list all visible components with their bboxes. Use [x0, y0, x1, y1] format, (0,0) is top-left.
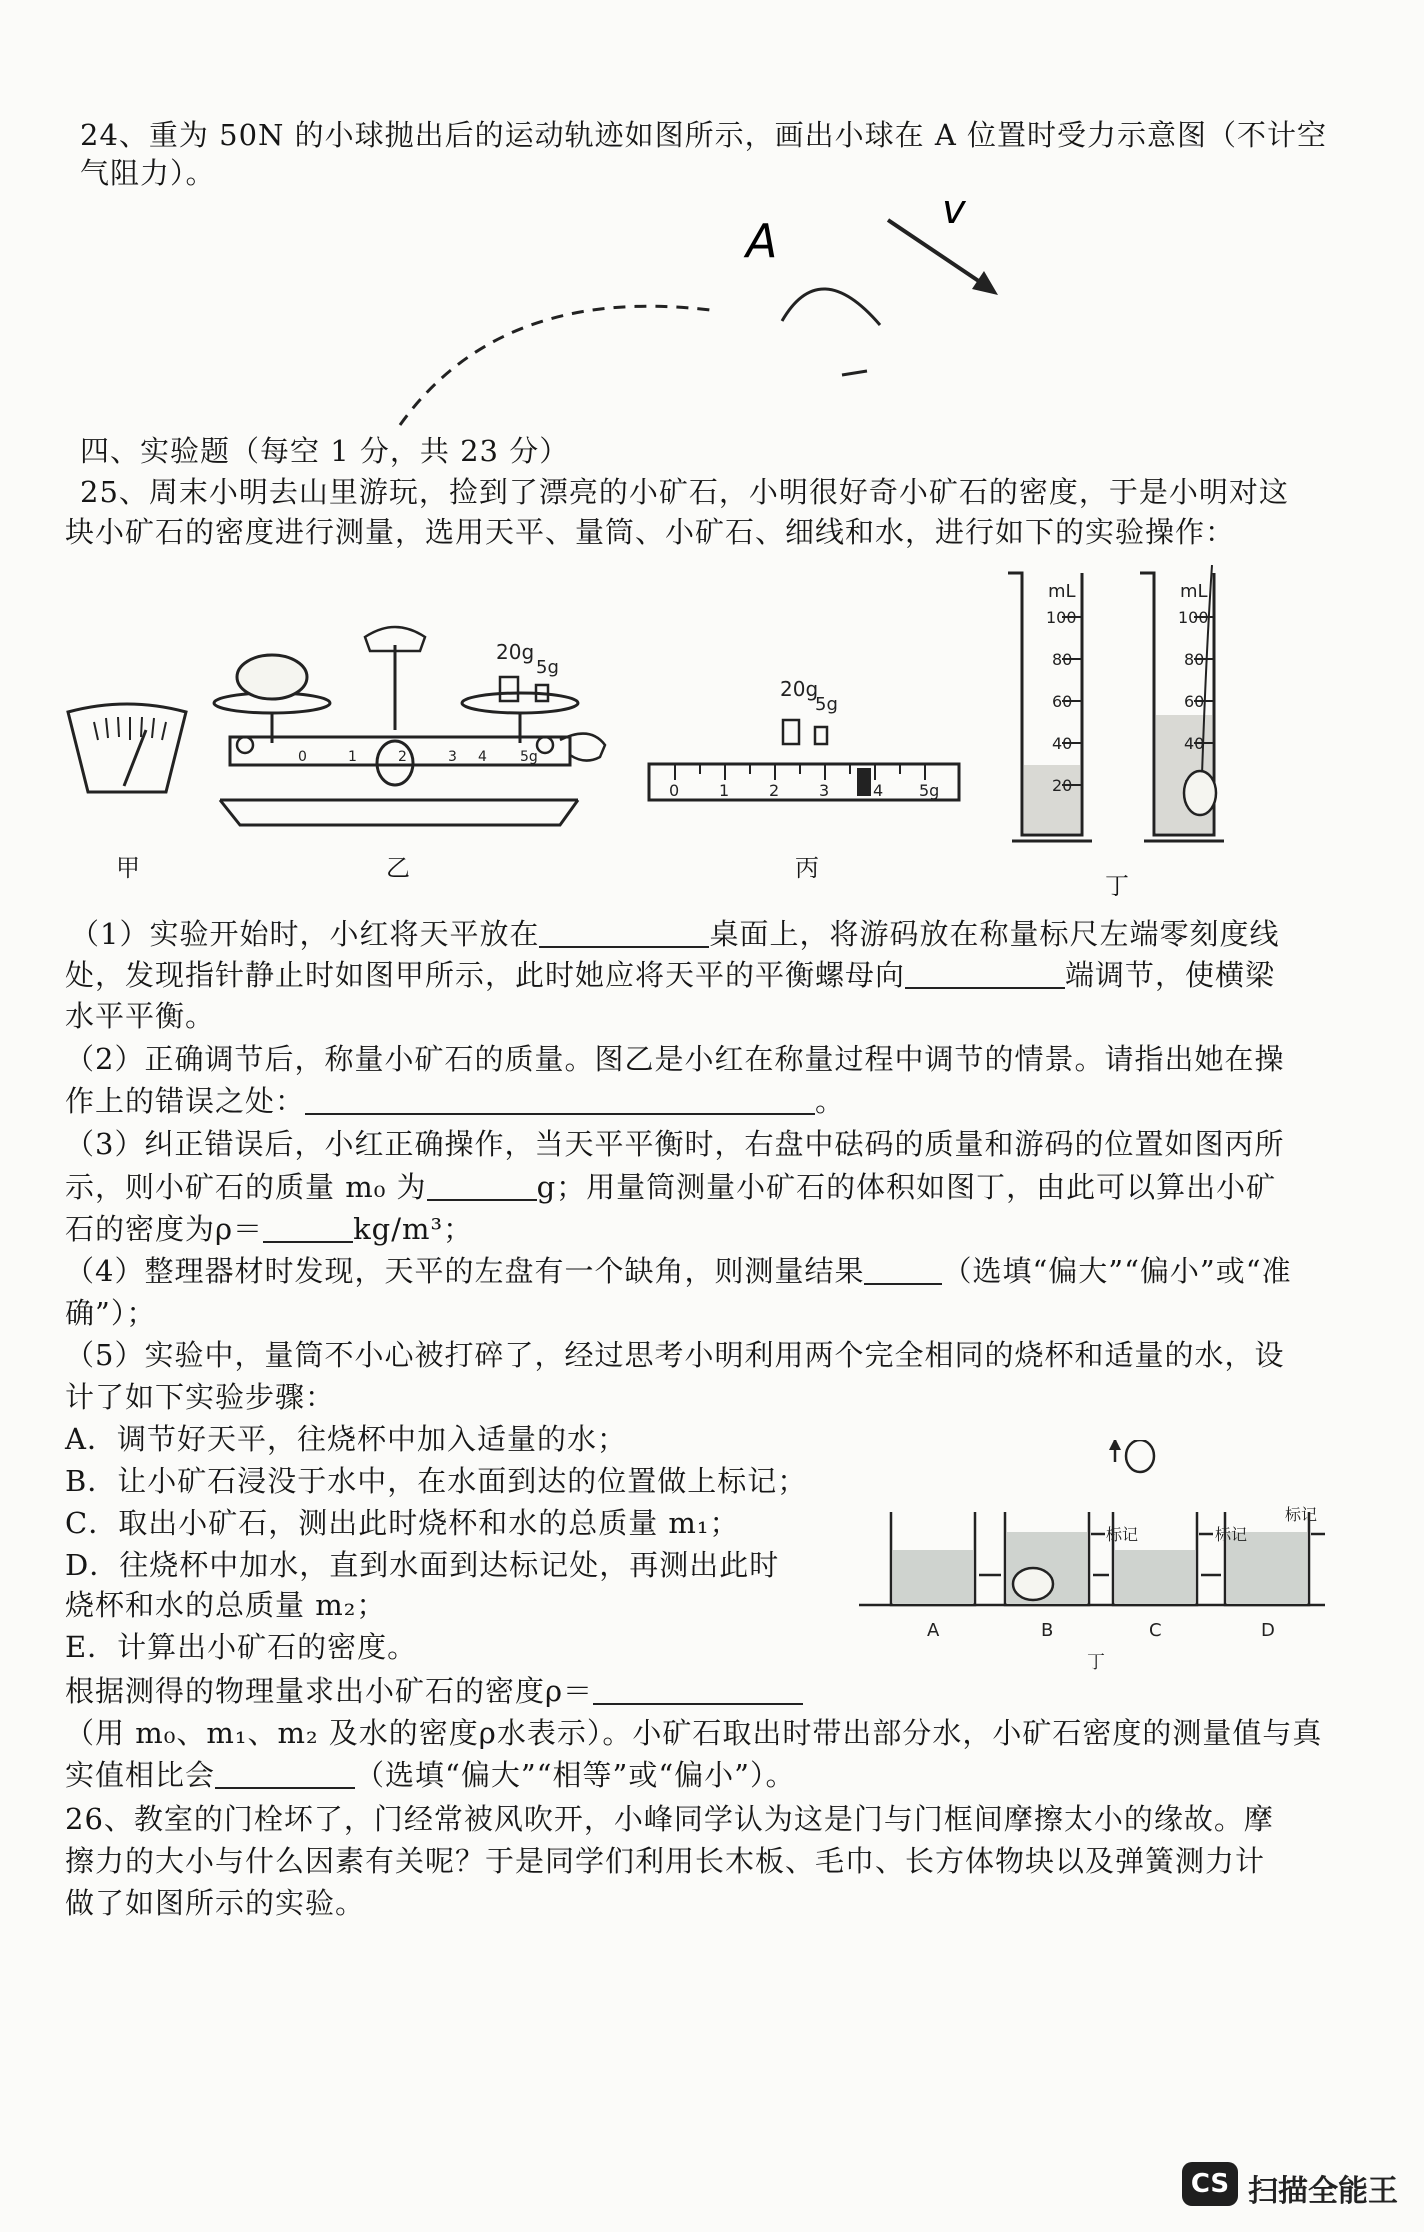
blank-error-description[interactable] — [305, 1085, 815, 1115]
q24-line1: 24、重为 50N 的小球抛出后的运动轨迹如图所示，画出小球在 A 位置时受力示意图（不计空 — [80, 118, 1327, 152]
q26-line2: 擦力的大小与什么因素有关呢？于是同学们利用长木板、毛巾、长方体物块以及弹簧测力计 — [65, 1844, 1266, 1878]
q25-intro1: 25、周末小明去山里游玩，捡到了漂亮的小矿石，小明很好奇小矿石的密度，于是小明对这 — [80, 475, 1289, 509]
weight-label-20g-bing: 20g — [780, 677, 819, 701]
beaker-label-a: A — [927, 1620, 940, 1641]
blank-comparison[interactable] — [215, 1759, 355, 1789]
beaker-label-d: D — [1261, 1620, 1275, 1641]
trajectory-figure — [380, 185, 1020, 435]
blank-mass-m0[interactable] — [427, 1171, 537, 1201]
q25-p3-line1: （3）纠正错误后，小红正确操作，当天平平衡时，右盘中砝码的质量和游码的位置如图丙所 — [65, 1127, 1285, 1161]
svg-text:3: 3 — [819, 781, 830, 800]
beaker-c-water — [1115, 1550, 1195, 1604]
balance-figure — [200, 615, 620, 830]
weight-label-20g: 20g — [496, 640, 535, 664]
q25-p5-line1: （5）实验中，量筒不小心被打碎了，经过思考小明利用两个完全相同的烧杯和适量的水，设 — [65, 1338, 1285, 1372]
cyl-tick-60: 60 — [1052, 692, 1073, 711]
cyl-unit-right: mL — [1180, 581, 1208, 602]
svg-text:5g: 5g — [520, 749, 538, 765]
q25-p4-line2: 确”）； — [65, 1296, 157, 1330]
q25-p4-line1: （4）整理器材时发现，天平的左盘有一个缺角，则测量结果 （选填“偏大”“偏小”或“准 — [65, 1254, 1292, 1288]
cyl2-tick-100: 100 — [1178, 608, 1209, 627]
svg-text:4: 4 — [873, 781, 884, 800]
cyl2-tick-40: 40 — [1184, 734, 1205, 753]
svg-text:0: 0 — [298, 749, 307, 765]
cyl-tick-40: 40 — [1052, 734, 1073, 753]
q25-result-line1: 根据测得的物理量求出小矿石的密度ρ＝ — [65, 1672, 803, 1710]
svg-text:2: 2 — [398, 749, 407, 765]
weight-label-5g: 5g — [536, 657, 559, 678]
section-title: 四、实验题（每空 1 分，共 23 分） — [80, 434, 570, 468]
camscanner-logo: CS — [1182, 2162, 1238, 2206]
ore-lifted — [1126, 1440, 1154, 1472]
label-v: v — [942, 187, 966, 233]
q25-p3-line2: 示，则小矿石的质量 m₀ 为 g；用量筒测量小矿石的体积如图丁，由此可以算出小矿 — [65, 1170, 1277, 1204]
mark-label-b: 标记 — [1106, 1525, 1139, 1544]
blank-density-expression[interactable] — [593, 1675, 803, 1705]
trajectory-arc — [782, 289, 880, 325]
beaker-label-b: B — [1041, 1620, 1054, 1641]
ore-on-pan — [237, 655, 307, 699]
pointer-scale-figure — [62, 700, 192, 800]
hand-adjusting — [560, 734, 605, 761]
weight-5g — [815, 727, 827, 744]
q26-line1: 26、教室的门栓坏了，门经常被风吹开，小峰同学认为这是门与门框间摩擦太小的缘故。摩 — [65, 1802, 1274, 1836]
trajectory-dashed — [400, 306, 710, 425]
q24-line2: 气阻力）。 — [80, 156, 216, 190]
pointer-needle — [124, 730, 146, 786]
weights-and-rider-figure — [645, 672, 965, 812]
mark-label-d: 标记 — [1285, 1505, 1318, 1524]
mark-label-c: 标记 — [1215, 1525, 1248, 1544]
beaker-fig-label: 丁 — [1087, 1652, 1105, 1670]
cyl-tick-100: 100 — [1046, 608, 1077, 627]
q25-p5-line2: 计了如下实验步骤： — [65, 1380, 336, 1414]
q25-p1-line2: 处，发现指针静止时如图甲所示，此时她应将天平的平衡螺母向 端调节，使横梁 — [65, 958, 1276, 992]
blank-result-bias[interactable] — [864, 1255, 942, 1285]
beaker-a-water — [893, 1550, 973, 1604]
cyl-unit-left: mL — [1048, 581, 1076, 602]
step-b: B．让小矿石浸没于水中，在水面到达的位置做上标记； — [65, 1464, 808, 1498]
blank-table-surface[interactable] — [539, 918, 709, 948]
camscanner-name: 扫描全能王 — [1248, 2174, 1398, 2209]
rider-marker — [857, 768, 871, 796]
cyl-tick-80: 80 — [1052, 650, 1073, 669]
step-c: C．取出小矿石，测出此时烧杯和水的总质量 m₁； — [65, 1506, 740, 1540]
svg-text:2: 2 — [769, 781, 780, 800]
svg-text:0: 0 — [669, 781, 680, 800]
svg-text:4: 4 — [478, 749, 487, 765]
q25-p1-line1: （1）实验开始时，小红将天平放在 桌面上，将游码放在称量标尺左端零刻度线 — [70, 917, 1280, 951]
q25-p3-line3: 石的密度为ρ＝ kg/m³； — [65, 1212, 474, 1246]
label-A: A — [746, 214, 778, 268]
q25-result-line2: （用 m₀、m₁、m₂ 及水的密度ρ水表示）。小矿石取出时带出部分水，小矿石密度的测量值与真 — [65, 1716, 1323, 1750]
cyl2-tick-80: 80 — [1184, 650, 1205, 669]
svg-text:1: 1 — [719, 781, 730, 800]
cyl2-tick-60: 60 — [1184, 692, 1205, 711]
q26-line3: 做了如图所示的实验。 — [65, 1886, 366, 1920]
svg-text:3: 3 — [448, 749, 457, 765]
fig-yi: 乙 — [386, 854, 410, 882]
q25-intro2: 块小矿石的密度进行测量，选用天平、量筒、小矿石、细线和水，进行如下的实验操作： — [65, 515, 1236, 549]
fig-jia: 甲 — [116, 854, 140, 882]
q25-p2-line2: 作上的错误之处： 。 — [65, 1084, 846, 1118]
q25-p2-line1: （2）正确调节后，称量小矿石的质量。图乙是小红在称量过程中调节的情景。请指出她在操 — [65, 1042, 1285, 1076]
trajectory-tail — [842, 371, 867, 375]
step-d-line2: 烧杯和水的总质量 m₂； — [65, 1588, 387, 1622]
step-e: E．计算出小矿石的密度。 — [65, 1630, 418, 1664]
step-a: A．调节好天平，往烧杯中加入适量的水； — [65, 1422, 627, 1456]
cyl-tick-20: 20 — [1052, 776, 1073, 795]
fig-bing: 丙 — [795, 854, 819, 882]
step-d-line1: D．往烧杯中加水，直到水面到达标记处，再测出此时 — [65, 1548, 780, 1582]
fig-ding: 丁 — [1105, 872, 1129, 900]
svg-text:1: 1 — [348, 749, 357, 765]
svg-text:5g: 5g — [919, 781, 940, 800]
velocity-arrow — [888, 220, 992, 290]
beaker-steps-figure — [855, 1440, 1335, 1670]
q25-result-line3: 实值相比会 （选填“偏大”“相等”或“偏小”）。 — [65, 1758, 796, 1792]
measuring-cylinders-figure — [1000, 565, 1240, 855]
weight-label-5g-bing: 5g — [815, 694, 838, 715]
weight-20g — [783, 720, 799, 744]
ore-submerged — [1013, 1568, 1053, 1600]
blank-nut-direction[interactable] — [905, 959, 1065, 989]
beaker-label-c: C — [1149, 1620, 1162, 1641]
cylinder-left — [1008, 573, 1092, 841]
q25-p1-line3: 水平平衡。 — [65, 999, 216, 1033]
ore-in-cylinder — [1184, 771, 1216, 815]
cylinder-right — [1140, 565, 1224, 841]
velocity-arrowhead — [972, 271, 998, 295]
blank-density[interactable] — [263, 1213, 353, 1243]
